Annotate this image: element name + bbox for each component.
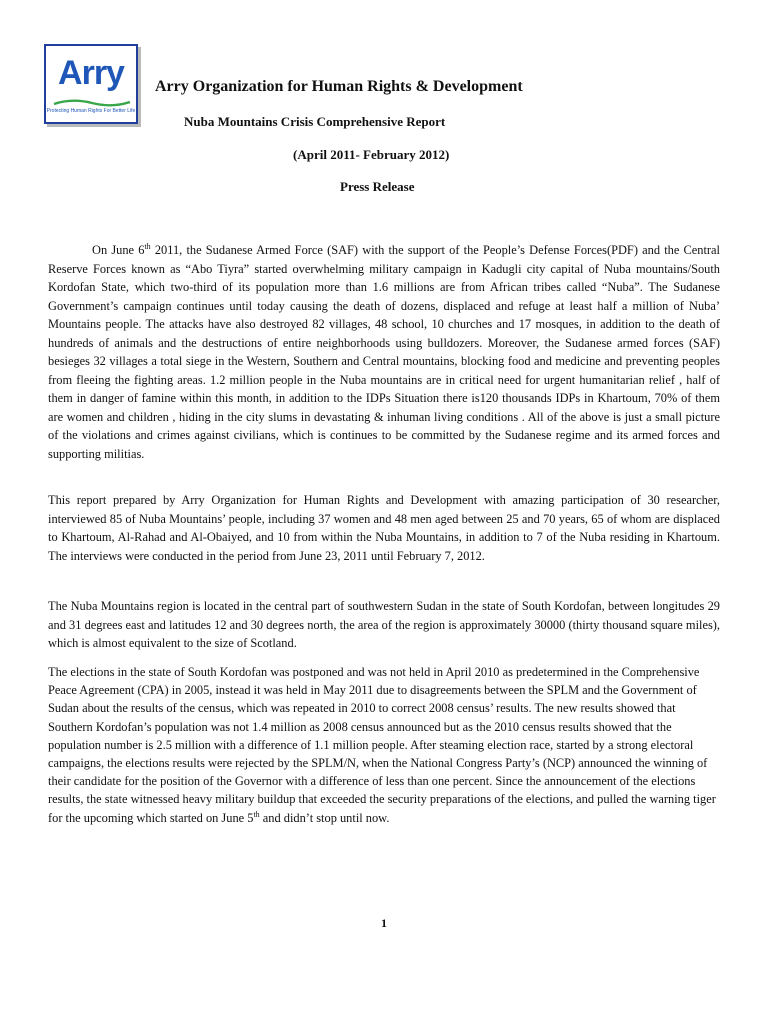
logo-tagline: Protecting Human Rights For Better Life [46,108,136,114]
arry-logo [44,44,138,124]
paragraph-region-geography: The Nuba Mountains region is located in the central part of southwestern Sudan in the state of South Kordofan, between longitudes 29 and 31 degrees east and latitudes 12 and 30 degrees north, the area of the region is approximately 30000 (thirty thousand square miles), which is almost equivalent to the size of Scotland. [48,599,720,650]
organization-title: Arry Organization for Human Rights & Development [155,78,523,95]
paragraph-elections-background: The elections in the state of South Kordofan was postponed and was not held in April 2010 as predetermined in the Comprehensive Peace Agreement (CPA) in 2005, instead it was held in May 2011 due to disagreements between the SPLM and the Government of Sudan about the results of the census, which was repeated in 2010 to correct 2008 census’ results. The new results showed that Southern Kordofan’s population was not 1.4 million as 2008 census announced but as the 2010 census results showed that the population number is 2.5 million with a difference of 1.1 million people. After steaming election race, started by a strong electoral campaigns, the elections results were rejected by the SPLM/N, when the National Congress Party’s (NCP) announced the winning of their candidate for the position of the Governor with a difference of less than one percent. Since the announcement of the elections results, the state witnessed heavy military buildup that exceeded the security preparations of the elections, and pulled the warning tiger for the upcoming which started on June 5th and didn’t stop until now. [48,665,716,825]
paragraph-campaign-overview: On June 6th 2011, the Sudanese Armed Force (SAF) with the support of the People’s Defense Forces(PDF) and the Central Reserve Forces known as “Abo Tiyra” started overwhelming military campaign in Kadugli city capital of Nuba mountains/South Kordofan State, which two-third of its population more than 1.6 millions are from African tribes called “Nuba”. The Sudanese Government’s campaign continues until today causing the death of dozens, displaced and refuge at least half a million of Nuba’ Mountains people. The attacks have also destroyed 82 villages, 48 school, 10 churches and 17 mosques, in addition to the death of hundreds of animals and the destructions of entire neighborhoods using bulldozers. Moreover, the Sudanese armed forces (SAF) besieges 32 villages a total siege in the Western, Southern and Central mountains, blocking food and medicine and preventing peoples from fleeing the fighting areas. 1.2 million people in the Nuba mountains are in critical need for urgent humanitarian relief , half of them in danger of famine within this month, in addition to the IDPs Situation there is120 thousands IDPs in Khartoum, 70% of them are women and children , hiding in the city slums in devastating & inhuman living conditions . All of the above is just a small picture of the violations and crimes against civilians, which is continues to be committed by the Sudanese regime and its armed forces and supporting militias. [48,241,721,461]
report-title: Nuba Mountains Crisis Comprehensive Report [184,114,446,129]
logo-wave-icon [52,98,132,108]
report-period: (April 2011- February 2012) [293,147,450,162]
page-number: 1 [381,916,387,930]
paragraph-report-methodology: This report prepared by Arry Organization for Human Rights and Development with amazing participation of 30 researcher, interviewed 85 of Nuba Mountains’ people, including 37 women and 48 men aged between 25 and 70 years, 65 of whom are displaced to Khartoum, Al-Rahad and Al-Obaiyed, and 10 from within the Nuba Mountains, in addition to 7 of the Nuba residing in Khartoum. The interviews were conducted in the period from June 23, 2011 until February 7, 2012. [48,493,720,563]
logo-wordmark: Arry [58,54,124,92]
press-release-heading: Press Release [340,179,415,194]
